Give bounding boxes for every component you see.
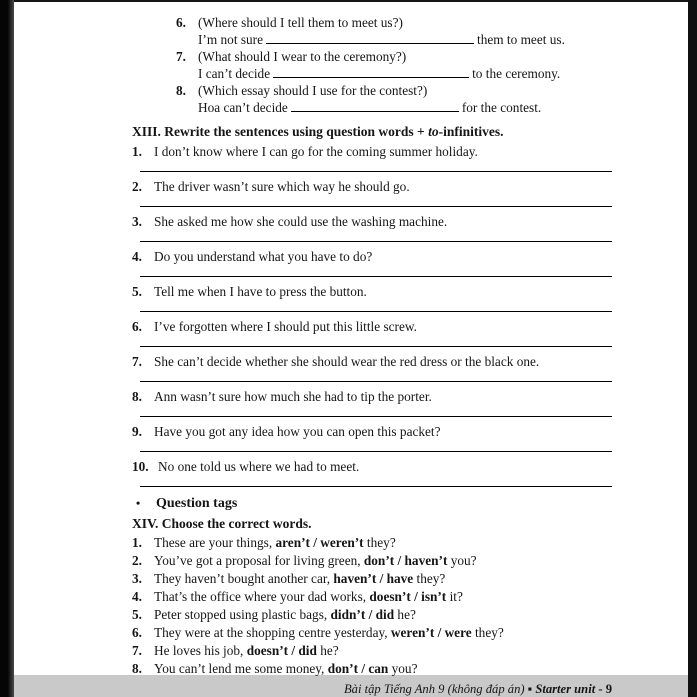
- item-number: 4.: [132, 589, 142, 604]
- item-number: 8.: [132, 661, 142, 676]
- item-number: 2.: [132, 179, 142, 194]
- item-text: They haven’t bought another car, haven’t / have they?: [154, 571, 446, 586]
- item-number: 3.: [132, 571, 142, 586]
- list-item: [176, 82, 612, 116]
- item-text: She can’t decide whether she should wear the red dress or the black one.: [154, 354, 540, 369]
- answer-prefix: I can’t decide: [198, 66, 271, 81]
- sentence: [132, 213, 612, 230]
- item-number: 5.: [132, 284, 142, 299]
- answer-suffix: them to meet us.: [477, 32, 565, 47]
- sentence: [132, 248, 612, 265]
- answer-line: [140, 440, 612, 452]
- answer-prefix: I’m not sure: [198, 32, 263, 47]
- item-text: I don’t know where I can go for the coming summer holiday.: [154, 144, 478, 159]
- item-number: 1.: [132, 144, 142, 159]
- answer-line: [140, 370, 612, 382]
- item-text: You’ve got a proposal for living green, don’t / haven’t you?: [154, 553, 477, 568]
- photo-edge-right: [688, 0, 697, 697]
- question-line: [176, 48, 612, 65]
- answer-suffix: to the ceremony.: [472, 66, 561, 81]
- sentence: [132, 388, 612, 405]
- list-item: [132, 318, 612, 347]
- sentence: [132, 458, 612, 475]
- question-line: [176, 14, 612, 31]
- item-number: 5.: [132, 607, 142, 622]
- item-text: Ann wasn’t sure how much she had to tip the porter.: [154, 389, 432, 404]
- item-text: He loves his job, doesn’t / did he?: [154, 643, 339, 658]
- list-item: [176, 48, 612, 82]
- bullet-icon: •: [136, 496, 141, 510]
- list-item: [132, 283, 612, 312]
- list-item: [132, 570, 612, 588]
- item-text: These are your things, aren’t / weren’t they?: [154, 535, 396, 550]
- list-item: [132, 388, 612, 417]
- answer-blank: [291, 99, 459, 112]
- answer-blank: [266, 31, 474, 44]
- list-item: [132, 458, 612, 487]
- answer-line: [140, 160, 612, 172]
- item-number: 7.: [132, 643, 142, 658]
- list-item: [132, 624, 612, 642]
- item-text: She asked me how she could use the washing machine.: [154, 214, 448, 229]
- answer-line-with-blank: [176, 31, 612, 48]
- exercise-12-items: [176, 14, 612, 116]
- answer-line-with-blank: [176, 99, 612, 116]
- item-text: That’s the office where your dad works, doesn’t / isn’t it?: [154, 589, 463, 604]
- item-text: Have you got any idea how you can open this packet?: [154, 424, 441, 439]
- item-number: 10.: [132, 459, 149, 474]
- list-item: [132, 213, 612, 242]
- answer-line-with-blank: [176, 65, 612, 82]
- item-question: (Where should I tell them to meet us?): [198, 15, 403, 30]
- item-text: The driver wasn’t sure which way he should go.: [154, 179, 410, 194]
- sentence: [132, 318, 612, 335]
- exercise-13-items: [132, 143, 612, 487]
- question-tags-label: Question tags: [156, 496, 238, 511]
- sentence: [132, 423, 612, 440]
- answer-suffix: for the contest.: [461, 100, 542, 115]
- list-item: [132, 423, 612, 452]
- item-number: 9.: [132, 424, 142, 439]
- answer-prefix: Hoa can’t decide: [198, 100, 288, 115]
- exercise-14-items: [132, 534, 612, 678]
- question-line: [176, 82, 612, 99]
- item-number: 2.: [132, 553, 142, 568]
- item-text: Tell me when I have to press the button.: [154, 284, 367, 299]
- answer-line: [140, 405, 612, 417]
- question-tags-heading: [132, 494, 612, 513]
- sentence: [132, 178, 612, 195]
- answer-line: [140, 195, 612, 207]
- item-number: 6.: [132, 625, 142, 640]
- exercise-13-heading: XIII. Rewrite the sentences using question words + to-infinitives.: [132, 124, 504, 139]
- sentence: [132, 143, 612, 160]
- item-number: 6.: [176, 15, 186, 30]
- answer-line: [140, 230, 612, 242]
- sentence: [132, 283, 612, 300]
- page-content: [14, 2, 688, 696]
- sentence: [132, 353, 612, 370]
- list-item: [132, 534, 612, 552]
- item-text: Peter stopped using plastic bags, didn’t / did he?: [154, 607, 416, 622]
- item-text: Do you understand what you have to do?: [154, 249, 373, 264]
- list-item: [132, 353, 612, 382]
- answer-line: [140, 335, 612, 347]
- list-item: [132, 143, 612, 172]
- page-footer: Bài tập Tiếng Anh 9 (không đáp án) ▪ Starter unit - 9: [343, 682, 612, 696]
- item-number: 1.: [132, 535, 142, 550]
- photo-edge-left: [0, 0, 14, 697]
- list-item: [132, 588, 612, 606]
- exercise-14-heading: XIV. Choose the correct words.: [132, 516, 312, 531]
- item-question: (What should I wear to the ceremony?): [198, 49, 407, 64]
- answer-blank: [273, 65, 469, 78]
- list-item: [132, 178, 612, 207]
- answer-line: [140, 300, 612, 312]
- list-item: [132, 642, 612, 660]
- list-item: [132, 606, 612, 624]
- item-number: 7.: [132, 354, 142, 369]
- item-number: 6.: [132, 319, 142, 334]
- item-text: They were at the shopping centre yesterday, weren’t / were they?: [154, 625, 504, 640]
- item-number: 7.: [176, 49, 186, 64]
- answer-line: [140, 475, 612, 487]
- list-item: [132, 248, 612, 277]
- item-question: (Which essay should I use for the contest?): [198, 83, 428, 98]
- list-item: [132, 552, 612, 570]
- item-number: 8.: [132, 389, 142, 404]
- answer-line: [140, 265, 612, 277]
- item-text: You can’t lend me some money, don’t / can you?: [154, 661, 418, 676]
- item-number: 8.: [176, 83, 186, 98]
- item-number: 3.: [132, 214, 142, 229]
- item-text: I’ve forgotten where I should put this little screw.: [154, 319, 417, 334]
- item-number: 4.: [132, 249, 142, 264]
- item-text: No one told us where we had to meet.: [158, 459, 360, 474]
- list-item: [132, 660, 612, 678]
- list-item: [176, 14, 612, 48]
